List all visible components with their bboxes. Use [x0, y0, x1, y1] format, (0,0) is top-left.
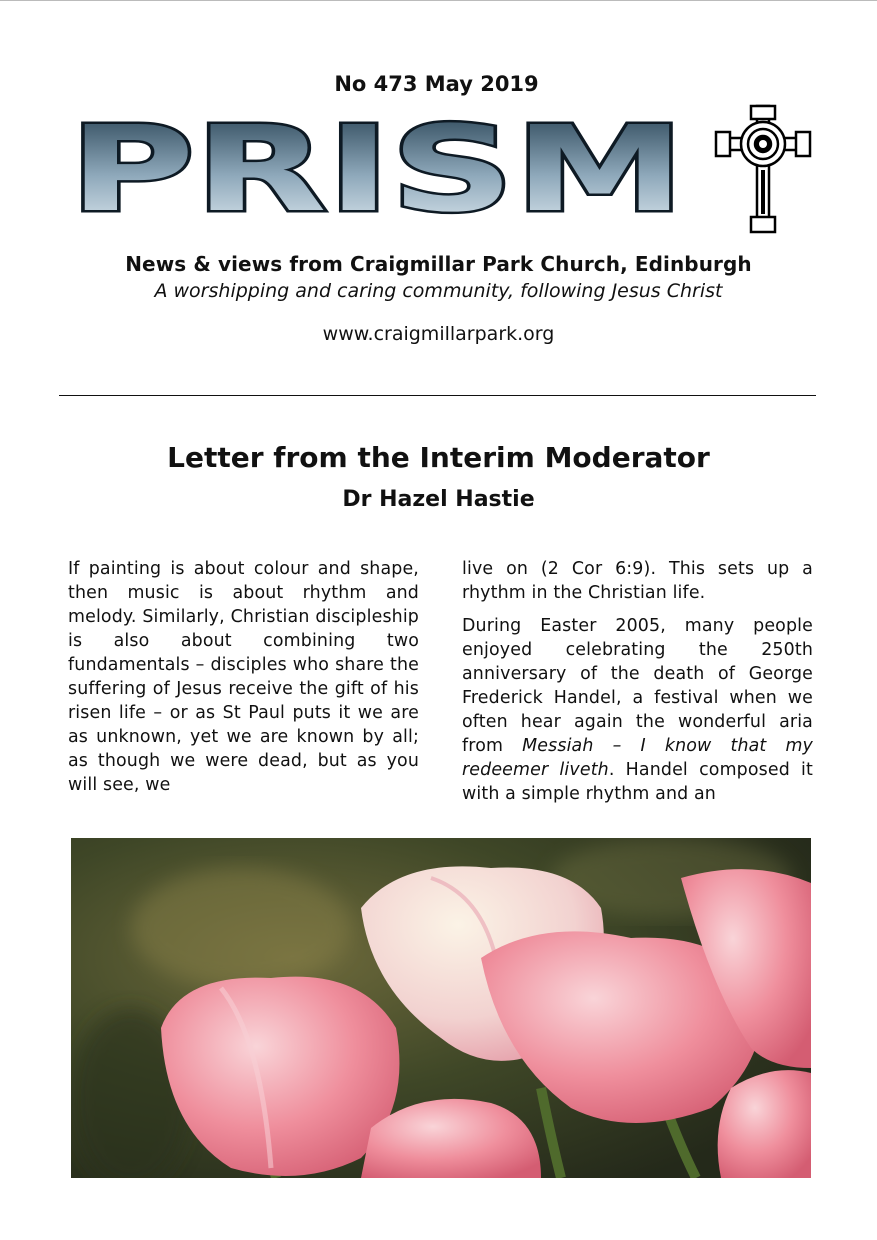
website-url[interactable]: www.craigmillarpark.org: [322, 323, 555, 345]
sub-tagline: A worshipping and caring community, following Jesus Christ: [154, 280, 723, 302]
paragraph-text: During Easter 2005, many people enjoyed celebrating the 250th anniversary of the death of George Frederick Handel, a festival when we often hear again the wonderful aria from: [462, 616, 813, 756]
article-title: Letter from the Interim Moderator: [167, 441, 710, 474]
paragraph: If painting is about colour and shape, then music is about rhythm and melody. Similarly, Christian discipleship is also about combining two fundamentals – disciples who share the suffering of Jesus receive the gift of his risen life – or as St Paul puts it we are as unknown, yet we are known by all; as though we were dead, but as you will see, we: [68, 559, 419, 795]
quoted-aria: Messiah – I know that my redeemer liveth: [462, 736, 813, 780]
top-border: [0, 0, 877, 1]
paragraph: live on (2 Cor 6:9). This sets up a rhythm in the Christian life.: [462, 559, 813, 603]
article-column-left: [68, 557, 419, 806]
masthead-title: PRISM: [69, 116, 685, 220]
celtic-cross-icon: [714, 104, 812, 234]
article-author: Dr Hazel Hastie: [342, 487, 535, 512]
paragraph: [462, 614, 813, 806]
divider: [59, 395, 816, 396]
paragraph-text: . Handel composed it with a simple rhythm and an: [462, 760, 813, 804]
masthead-logo: [64, 116, 690, 220]
issue-number: No 473 May 2019: [334, 72, 539, 96]
pink-tulips-photo: [71, 838, 811, 1178]
article-column-right: [462, 557, 813, 815]
tagline: News & views from Craigmillar Park Church, Edinburgh: [125, 252, 752, 276]
